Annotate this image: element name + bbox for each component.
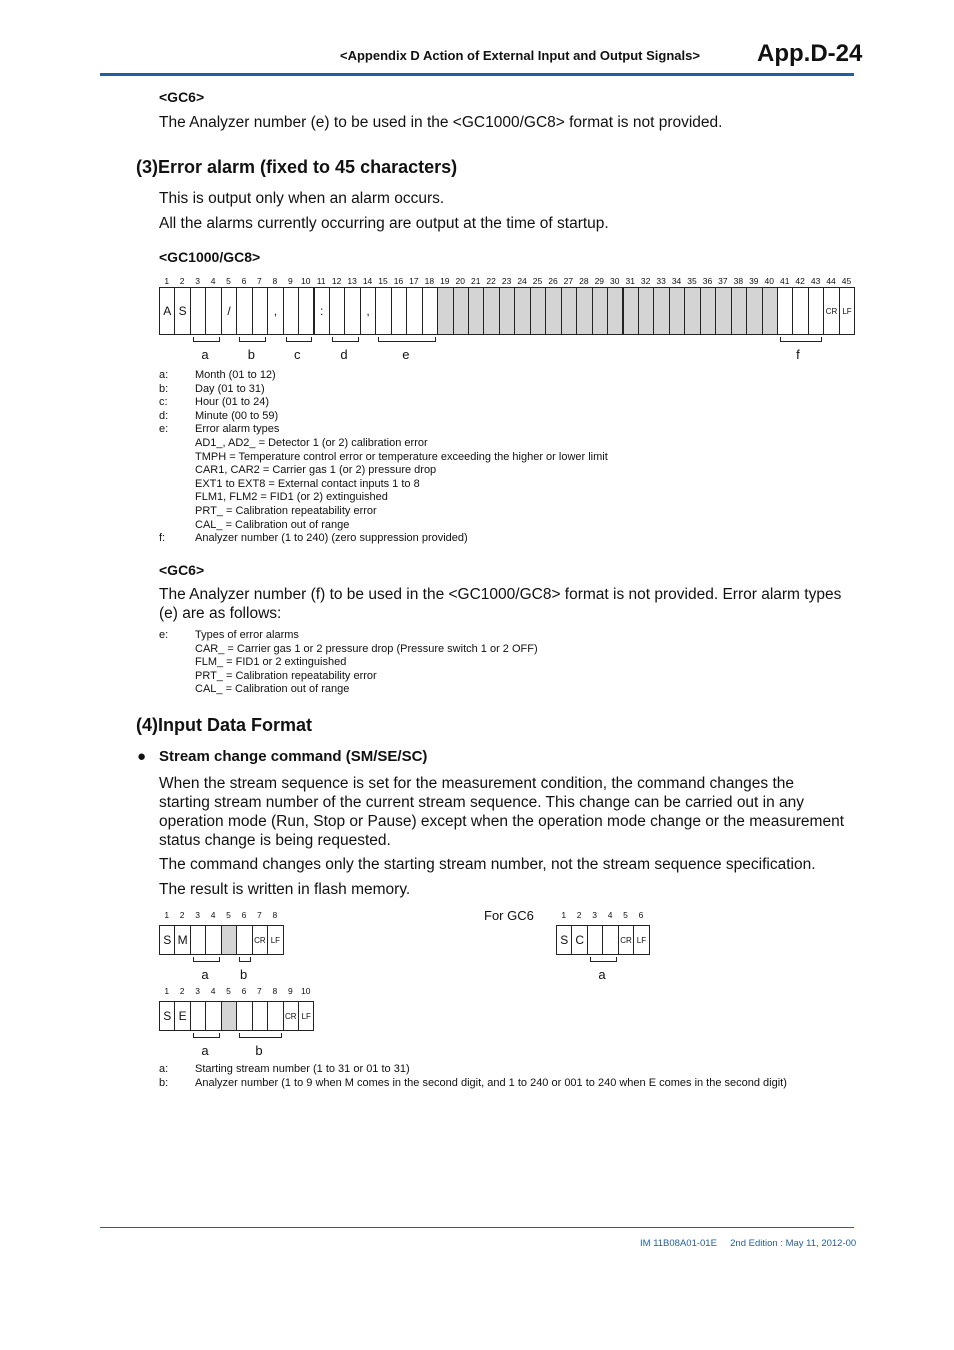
position-number: 3 xyxy=(592,910,597,920)
position-number: 34 xyxy=(671,276,682,286)
footer-divider xyxy=(100,1227,854,1228)
position-number: 2 xyxy=(179,910,185,920)
document-number: IM 11B08A01-01E xyxy=(640,1238,717,1249)
position-number: 1 xyxy=(561,910,567,920)
field-label: b xyxy=(247,347,255,362)
position-number: 45 xyxy=(841,276,852,286)
char-cell xyxy=(236,1001,252,1031)
position-number: 2 xyxy=(576,910,582,920)
legend-text: Day (01 to 31) xyxy=(195,382,265,395)
position-number: 21 xyxy=(470,276,481,286)
field-label: f xyxy=(796,347,800,362)
position-number: 5 xyxy=(226,276,231,286)
legend-text: CAR1, CAR2 = Carrier gas 1 (or 2) pressure drop xyxy=(195,464,437,477)
position-number: 24 xyxy=(517,276,527,286)
position-number: 6 xyxy=(241,276,247,286)
legend-text: TMPH = Temperature control error or temperature exceeding the higher or lower limit xyxy=(195,450,608,463)
position-number: 36 xyxy=(702,276,713,286)
char-cell xyxy=(576,287,592,335)
legend-key: c: xyxy=(159,396,168,409)
position-number: 38 xyxy=(733,276,744,286)
section4-para1: When the stream sequence is set for the measurement condition, the command changes the starting stream number of the current stream sequence. This change can be carried out in any operation mode (Run, Stop or Pause) except when the operation mode change or the measurement status change is being requested. xyxy=(159,775,844,849)
char-cell xyxy=(561,287,577,335)
char-cell: CR xyxy=(823,287,839,335)
position-number: 5 xyxy=(226,986,231,996)
char-cell xyxy=(762,287,778,335)
char-cell xyxy=(514,287,530,335)
char-cell: , xyxy=(360,287,376,335)
legend-key: d: xyxy=(159,409,169,422)
position-number: 14 xyxy=(362,276,373,286)
section4-para3: The result is written in flash memory. xyxy=(159,881,411,898)
position-number: 27 xyxy=(563,276,574,286)
char-cell xyxy=(205,925,221,955)
char-cell xyxy=(236,287,252,335)
field-bracket xyxy=(193,1033,220,1038)
position-number: 22 xyxy=(486,276,496,286)
gc6-heading: <GC6> xyxy=(159,89,205,105)
char-cell xyxy=(236,925,252,955)
char-cell xyxy=(221,1001,237,1031)
position-number: 12 xyxy=(331,276,342,286)
position-number: 1 xyxy=(164,276,170,286)
se-format-diagram xyxy=(159,986,329,1061)
position-number: 4 xyxy=(210,276,216,286)
char-cell: CR xyxy=(252,925,268,955)
char-cell xyxy=(190,287,206,335)
legend-key: e: xyxy=(159,423,169,436)
position-number: 9 xyxy=(287,986,293,996)
position-number: 6 xyxy=(241,986,247,996)
legend-text: PRT_ = Calibration repeatability error xyxy=(195,505,377,517)
field-bracket xyxy=(239,337,266,342)
field-label: b xyxy=(255,1043,263,1058)
char-cell: / xyxy=(221,287,237,335)
field-bracket xyxy=(286,337,313,342)
header-divider xyxy=(100,73,854,76)
position-number: 6 xyxy=(638,910,644,920)
legend-text: Types of error alarms xyxy=(195,629,299,641)
field-bracket xyxy=(332,337,359,342)
char-cell xyxy=(205,287,221,335)
char-cell: LF xyxy=(839,287,855,335)
footer-info xyxy=(640,1238,856,1249)
position-number: 10 xyxy=(301,276,311,286)
legend-text: FLM1, FLM2 = FID1 (or 2) extinguished xyxy=(195,491,388,504)
position-number: 7 xyxy=(257,986,262,996)
position-number: 16 xyxy=(393,276,404,286)
char-cell: LF xyxy=(633,925,649,955)
field-bracket xyxy=(780,337,822,342)
legend-text: EXT1 to EXT8 = External contact inputs 1 to 8 xyxy=(195,477,420,490)
position-number: 9 xyxy=(287,276,293,286)
char-cell: S xyxy=(159,925,175,955)
char-cell xyxy=(190,1001,206,1031)
legend-text: PRT_ = Calibration repeatability error xyxy=(195,669,377,682)
legend-text: Analyzer number (1 to 9 when M comes in the second digit, and 1 to 240 or 001 to 240 when E comes in the second digit) xyxy=(195,1076,787,1089)
error-alarm-legend xyxy=(159,369,859,549)
legend-text: FLM_ = FID1 or 2 extinguished xyxy=(195,656,347,669)
legend-text: Hour (01 to 24) xyxy=(195,396,269,409)
field-bracket xyxy=(239,1033,281,1038)
position-number: 28 xyxy=(579,276,589,286)
char-cell: S xyxy=(174,287,190,335)
legend-key: f: xyxy=(159,532,166,545)
field-bracket xyxy=(193,337,220,342)
char-cell xyxy=(530,287,546,335)
char-cell xyxy=(808,287,824,335)
bullet-dot: ● xyxy=(137,748,147,765)
position-number: 5 xyxy=(226,910,231,920)
position-number: 25 xyxy=(532,276,543,286)
char-cell xyxy=(792,287,808,335)
field-label: a xyxy=(201,1043,209,1058)
appendix-title: <Appendix D Action of External Input and Output Signals> xyxy=(340,48,700,63)
field-label: d xyxy=(340,347,348,362)
position-number: 7 xyxy=(257,910,262,920)
position-number: 4 xyxy=(210,986,216,996)
char-cell: CR xyxy=(618,925,634,955)
legend-key: a: xyxy=(159,1063,169,1075)
position-number: 35 xyxy=(687,276,697,286)
char-cell xyxy=(607,287,623,335)
position-number: 8 xyxy=(272,986,278,996)
char-cell xyxy=(391,287,407,335)
char-cell xyxy=(453,287,469,335)
char-cell xyxy=(700,287,716,335)
position-number: 31 xyxy=(625,276,635,286)
position-number: 18 xyxy=(424,276,435,286)
char-cell: , xyxy=(267,287,283,335)
position-number: 7 xyxy=(257,276,262,286)
position-number: 1 xyxy=(164,986,170,996)
position-number: 39 xyxy=(749,276,759,286)
legend-key: a: xyxy=(159,369,169,381)
position-number: 15 xyxy=(378,276,388,286)
position-number: 33 xyxy=(656,276,666,286)
char-cell xyxy=(777,287,793,335)
field-label: a xyxy=(201,967,209,982)
char-cell xyxy=(602,925,618,955)
position-number: 6 xyxy=(241,910,247,920)
position-number: 41 xyxy=(779,276,790,286)
position-number: 42 xyxy=(795,276,805,286)
char-cell xyxy=(344,287,360,335)
position-number: 19 xyxy=(440,276,450,286)
char-cell xyxy=(205,1001,221,1031)
position-number: 1 xyxy=(164,910,170,920)
position-number: 2 xyxy=(179,986,185,996)
char-cell xyxy=(468,287,484,335)
char-cell xyxy=(587,925,603,955)
char-cell xyxy=(267,1001,283,1031)
char-cell xyxy=(422,287,438,335)
error-alarm-format-diagram xyxy=(159,276,855,366)
position-number: 29 xyxy=(594,276,605,286)
position-number: 4 xyxy=(607,910,613,920)
section4-para2: The command changes only the starting stream number, not the stream sequence specification. xyxy=(159,856,816,873)
legend-text: Analyzer number (1 to 240) (zero suppression provided) xyxy=(195,532,468,545)
position-number: 26 xyxy=(548,276,558,286)
char-cell xyxy=(746,287,762,335)
char-cell xyxy=(592,287,608,335)
section4-heading: (4)Input Data Format xyxy=(136,715,313,735)
char-cell xyxy=(437,287,453,335)
char-cell xyxy=(375,287,391,335)
char-cell xyxy=(653,287,669,335)
legend-text: CAL_ = Calibration out of range xyxy=(195,518,350,531)
position-number: 4 xyxy=(210,910,216,920)
char-cell xyxy=(190,925,206,955)
char-cell: S xyxy=(556,925,572,955)
char-cell xyxy=(252,1001,268,1031)
field-bracket xyxy=(590,957,617,962)
char-cell: CR xyxy=(283,1001,299,1031)
field-bracket xyxy=(193,957,220,962)
legend-text: Minute (00 to 59) xyxy=(195,409,279,422)
char-cell xyxy=(406,287,422,335)
char-cell: E xyxy=(174,1001,190,1031)
field-label: e xyxy=(402,347,410,362)
position-number: 3 xyxy=(195,910,200,920)
position-number: 32 xyxy=(640,276,651,286)
field-label: c xyxy=(294,347,301,362)
char-cell xyxy=(545,287,561,335)
position-number: 30 xyxy=(610,276,620,286)
position-number: 20 xyxy=(455,276,465,286)
char-cell xyxy=(329,287,345,335)
position-number: 44 xyxy=(826,276,836,286)
position-number: 8 xyxy=(272,910,278,920)
gc6-note-text: The Analyzer number (e) to be used in the <GC1000/GC8> format is not provided. xyxy=(159,114,723,131)
position-number: 43 xyxy=(810,276,821,286)
char-cell xyxy=(483,287,499,335)
position-number: 23 xyxy=(501,276,512,286)
position-number: 17 xyxy=(409,276,419,286)
char-cell xyxy=(731,287,747,335)
legend-key: b: xyxy=(159,1076,169,1089)
section3-p2: All the alarms currently occurring are output at the time of startup. xyxy=(159,215,609,232)
char-cell: LF xyxy=(267,925,283,955)
char-cell xyxy=(252,287,268,335)
section3-p1: This is output only when an alarm occurs. xyxy=(159,190,445,207)
legend-key: b: xyxy=(159,382,169,395)
position-number: 3 xyxy=(195,986,200,996)
position-number: 8 xyxy=(272,276,278,286)
field-label: a xyxy=(598,967,606,982)
legend-text: CAL_ = Calibration out of range xyxy=(195,683,350,696)
position-number: 11 xyxy=(316,276,326,286)
gc6-error-text: The Analyzer number (f) to be used in the <GC1000/GC8> format is not provided. Error alarm types (e) are as follows: xyxy=(159,586,842,622)
char-cell: LF xyxy=(298,1001,314,1031)
char-cell xyxy=(669,287,685,335)
legend-text: Starting stream number (1 to 31 or 01 to 31) xyxy=(195,1063,410,1075)
legend-text: Error alarm types xyxy=(195,423,280,436)
legend-text: Month (01 to 12) xyxy=(195,369,276,381)
sc-format-diagram xyxy=(556,910,666,985)
char-cell: M xyxy=(174,925,190,955)
legend-key: e: xyxy=(159,629,169,641)
position-number: 40 xyxy=(764,276,774,286)
char-cell xyxy=(623,287,639,335)
legend-text: CAR_ = Carrier gas 1 or 2 pressure drop (Pressure switch 1 or 2 OFF) xyxy=(195,642,538,655)
position-number: 13 xyxy=(347,276,357,286)
char-cell: : xyxy=(314,287,330,335)
position-number: 10 xyxy=(301,986,311,996)
char-cell xyxy=(715,287,731,335)
field-bracket xyxy=(239,957,250,962)
edition-date: 2nd Edition : May 11, 2012-00 xyxy=(730,1238,857,1249)
field-label: a xyxy=(201,347,209,362)
legend-text: AD1_, AD2_ = Detector 1 (or 2) calibration error xyxy=(195,437,428,449)
gc6-error-legend xyxy=(159,629,859,699)
sm-format-diagram xyxy=(159,910,299,985)
char-cell: A xyxy=(159,287,175,335)
gc6-heading-2: <GC6> xyxy=(159,562,205,578)
field-bracket xyxy=(378,337,436,342)
field-label: b xyxy=(239,967,248,982)
char-cell xyxy=(684,287,700,335)
char-cell xyxy=(283,287,299,335)
position-number: 3 xyxy=(195,276,200,286)
stream-command-legend xyxy=(159,1063,859,1093)
page-number: App.D-24 xyxy=(757,40,863,67)
char-cell xyxy=(298,287,314,335)
for-gc6-label: For GC6 xyxy=(484,908,534,923)
char-cell xyxy=(638,287,654,335)
char-cell xyxy=(499,287,515,335)
stream-change-heading: Stream change command (SM/SE/SC) xyxy=(159,748,428,765)
position-number: 5 xyxy=(623,910,628,920)
char-cell: S xyxy=(159,1001,175,1031)
section3-heading: (3)Error alarm (fixed to 45 characters) xyxy=(136,157,458,177)
char-cell: C xyxy=(571,925,587,955)
char-cell xyxy=(221,925,237,955)
gc1000-format-label: <GC1000/GC8> xyxy=(159,249,261,265)
position-number: 37 xyxy=(718,276,728,286)
position-number: 2 xyxy=(179,276,185,286)
